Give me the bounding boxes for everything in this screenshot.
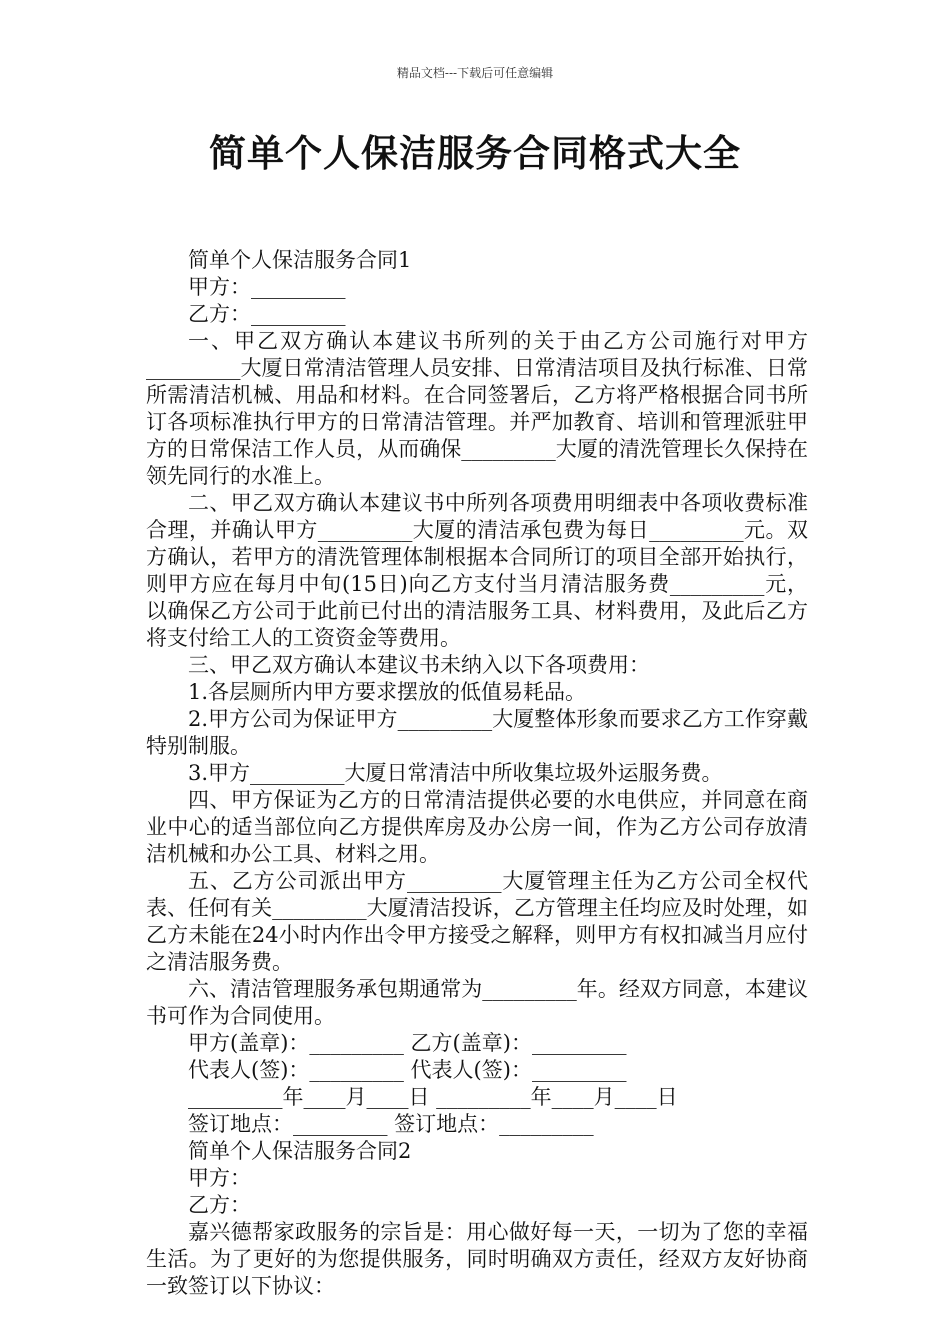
signature-representative-line: 代表人(签)：_________ 代表人(签)：_________ bbox=[188, 1058, 627, 1082]
party-a-line: 甲方：_________ bbox=[188, 275, 346, 299]
section-heading-contract-1: 简单个人保洁服务合同1 bbox=[188, 248, 412, 272]
clause-6: 六、清洁管理服务承包期通常为_________年。经双方同意，本建议书可作为合同使用。 bbox=[146, 977, 808, 1028]
intro-paragraph-2: 嘉兴德帮家政服务的宗旨是：用心做好每一天，一切为了您的幸福生活。为了更好的为您提供服务，同时明确双方责任，经双方友好协商一致签订以下协议： bbox=[146, 1220, 808, 1298]
header-note: 精品文档---下载后可任意编辑 bbox=[396, 66, 554, 80]
signature-date-line: _________年____月____日 _________年____月____日 bbox=[188, 1085, 678, 1109]
clause-4: 四、甲方保证为乙方的日常清洁提供必要的水电供应，并同意在商业中心的适当部位向乙方提供库房及办公房一间，作为乙方公司存放清洁机械和办公工具、材料之用。 bbox=[146, 788, 808, 866]
signature-seal-line: 甲方(盖章)：_________ 乙方(盖章)：_________ bbox=[188, 1031, 627, 1055]
party-b-line-2: 乙方： bbox=[188, 1193, 251, 1217]
document-body bbox=[146, 247, 808, 1300]
clause-3-item-3: 3.甲方_________大厦日常清洁中所收集垃圾外运服务费。 bbox=[188, 761, 723, 785]
clause-3: 三、甲乙双方确认本建议书未纳入以下各项费用： bbox=[188, 653, 650, 677]
clause-5: 五、乙方公司派出甲方_________大厦管理主任为乙方公司全权代表、任何有关_________大厦清洁投诉，乙方管理主任均应及时处理，如乙方未能在24小时内作出令甲方接受之解释，则甲方有权扣减当月应付之清洁服务费。 bbox=[146, 869, 808, 974]
party-a-line-2: 甲方： bbox=[188, 1166, 251, 1190]
section-heading-contract-2: 简单个人保洁服务合同2 bbox=[188, 1139, 412, 1163]
clause-3-item-1: 1.各层厕所内甲方要求摆放的低值易耗品。 bbox=[188, 680, 587, 704]
party-b-line: 乙方：_________ bbox=[188, 302, 346, 326]
document-title: 简单个人保洁服务合同格式大全 bbox=[209, 132, 741, 175]
clause-1: 一、甲乙双方确认本建议书所列的关于由乙方公司施行对甲方_________大厦日常清洁管理人员安排、日常清洁项目及执行标准、日常所需清洁机械、用品和材料。在合同签署后，乙方将严格根据合同书所订各项标准执行甲方的日常清洁管理。并严加教育、培训和管理派驻甲方的日常保洁工作人员，从而确保_________大厦的清洗管理长久保持在领先同行的水准上。 bbox=[146, 329, 808, 488]
clause-2: 二、甲乙双方确认本建议书中所列各项费用明细表中各项收费标准合理，并确认甲方_________大厦的清洁承包费为每日_________元。双方确认，若甲方的清洗管理体制根据本合同所订的项目全部开始执行，则甲方应在每月中旬(15日)向乙方支付当月清洁服务费_________元，以确保乙方公司于此前已付出的清洁服务工具、材料费用，及此后乙方将支付给工人的工资资金等费用。 bbox=[146, 491, 808, 650]
signature-place-line: 签订地点：_________ 签订地点：_________ bbox=[188, 1112, 594, 1136]
clause-3-item-2: 2.甲方公司为保证甲方_________大厦整体形象而要求乙方工作穿戴特别制服。 bbox=[146, 707, 808, 758]
